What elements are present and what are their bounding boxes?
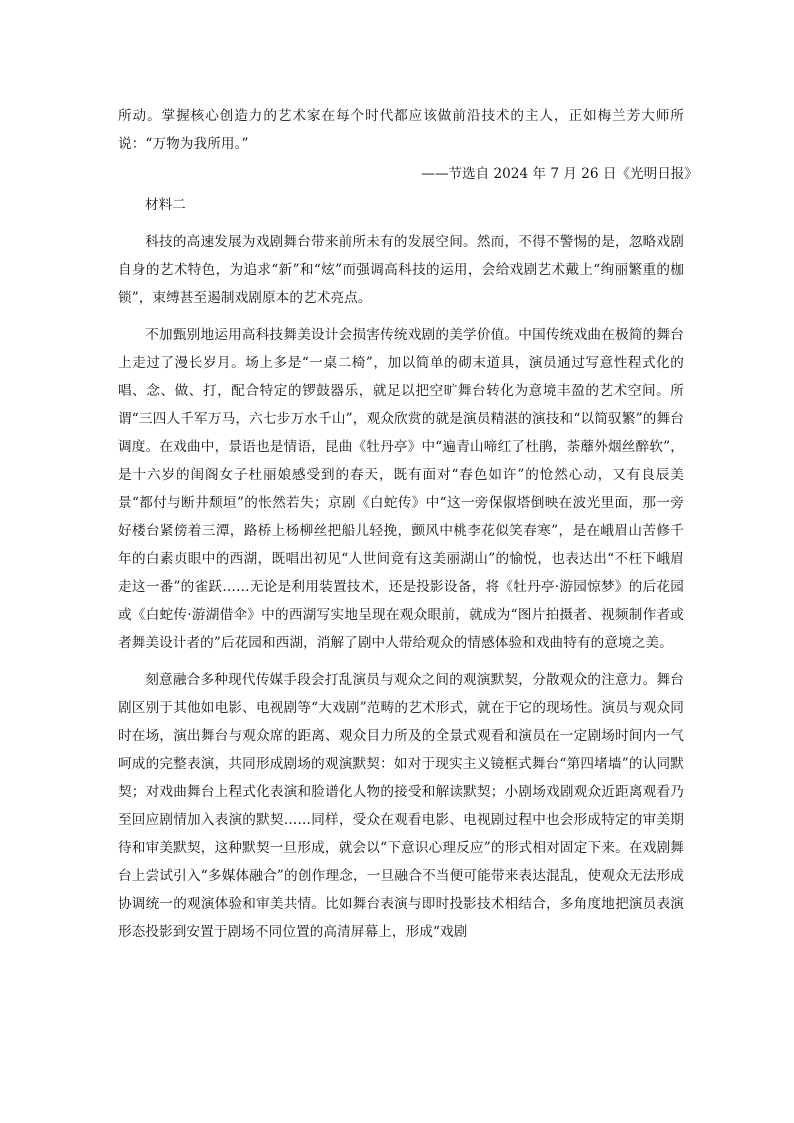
paragraph-1: 科技的高速发展为戏剧舞台带来前所未有的发展空间。然而，不得不警惕的是，忽略戏剧自身的艺术特色，为追求“新”和“炫”而强调高科技的运用，会给戏剧艺术戴上“绚丽繁重的枷锁”，束缚甚至遏制戏剧原本的艺术亮点。 xyxy=(118,234,684,306)
paragraph-2: 不加甄别地运用高科技舞美设计会损害传统戏剧的美学价值。中国传统戏曲在极简的舞台上走过了漫长岁月。场上多是“一桌二椅”，加以简单的砌末道具，演员通过写意性程式化的唱、念、做、打，配合特定的锣鼓器乐，就足以把空旷舞台转化为意境丰盈的艺术空间。所谓“三四人千军万马，六七步万水千山”，观众欣赏的就是演员精湛的演技和“以简驭繁”的舞台调度。在戏曲中，景语也是情语，昆曲《牡丹亭》中“遍青山啼红了杜鹃，荼蘼外烟丝醉软”，是十六岁的闺阁女子杜丽娘感受到的春天，既有面对“春色如许”的怆然心动，又有良辰美景“都付与断井颓垣”的怅然若失；京剧《白蛇传》中“这一旁保俶塔倒映在波光里面，那一旁好楼台紧傍着三潭，路桥上杨柳丝把船儿轻挽，颤风中桃李花似笑春寒”，是在峨眉山苦修千年的白素贞眼中的西湖，既唱出初见“人世间竟有这美丽湖山”的愉悦，也表达出“不枉下峨眉走这一番”的雀跃……无论是利用装置技术，还是投影设备，将《牡丹亭·游园惊梦》的后花园或《白蛇传·游湖借伞》中的西湖写实地呈现在观众眼前，就成为“图片拍摄者、视频制作者或者舞美设计者的”后花园和西湖，消解了剧中人带给观众的情感体验和戏曲特有的意境之美。 xyxy=(118,327,684,651)
material-one-tail-text: 所动。掌握核心创造力的艺术家在每个时代都应该做前沿技术的主人，正如梅兰芳大师所说：“万物为我所用。” xyxy=(118,108,684,152)
material-one-ending xyxy=(118,102,684,158)
source-citation: ——节选自 2024 年 7 月 26 日《光明日报》 xyxy=(421,166,698,182)
paragraph-3: 刻意融合多种现代传媒手段会打乱演员与观众之间的观演默契，分散观众的注意力。舞台剧区别于其他如电影、电视剧等“大戏剧”范畴的艺术形式，就在于它的现场性。演员与观众同时在场，演出舞台与观众席的距离、观众目力所及的全景式观看和演员在一定剧场时间内一气呵成的完整表演，共同形成剧场的观演默契：如对于现实主义镜框式舞台“第四堵墙”的认同默契；对戏曲舞台上程式化表演和脸谱化人物的接受和解读默契；小剧场戏剧观众近距离观看乃至回应剧情加入表演的默契……同样，受众在观看电影、电视剧过程中也会形成特定的审美期待和审美默契，这种默契一旦形成，就会以“下意识心理反应”的形式相对固定下来。在戏剧舞台上尝试引入“多媒体融合”的创作理念，一旦融合不当便可能带来表达混乱，使观众无法形成协调统一的观演体验和审美共情。比如舞台表演与即时投影技术相结合，多角度地把演员表演形态投影到安置于剧场不同位置的高清屏幕上，形成“戏剧 xyxy=(118,672,684,940)
material-two-body xyxy=(118,228,684,946)
material-two-heading: 材料二 xyxy=(145,197,186,213)
